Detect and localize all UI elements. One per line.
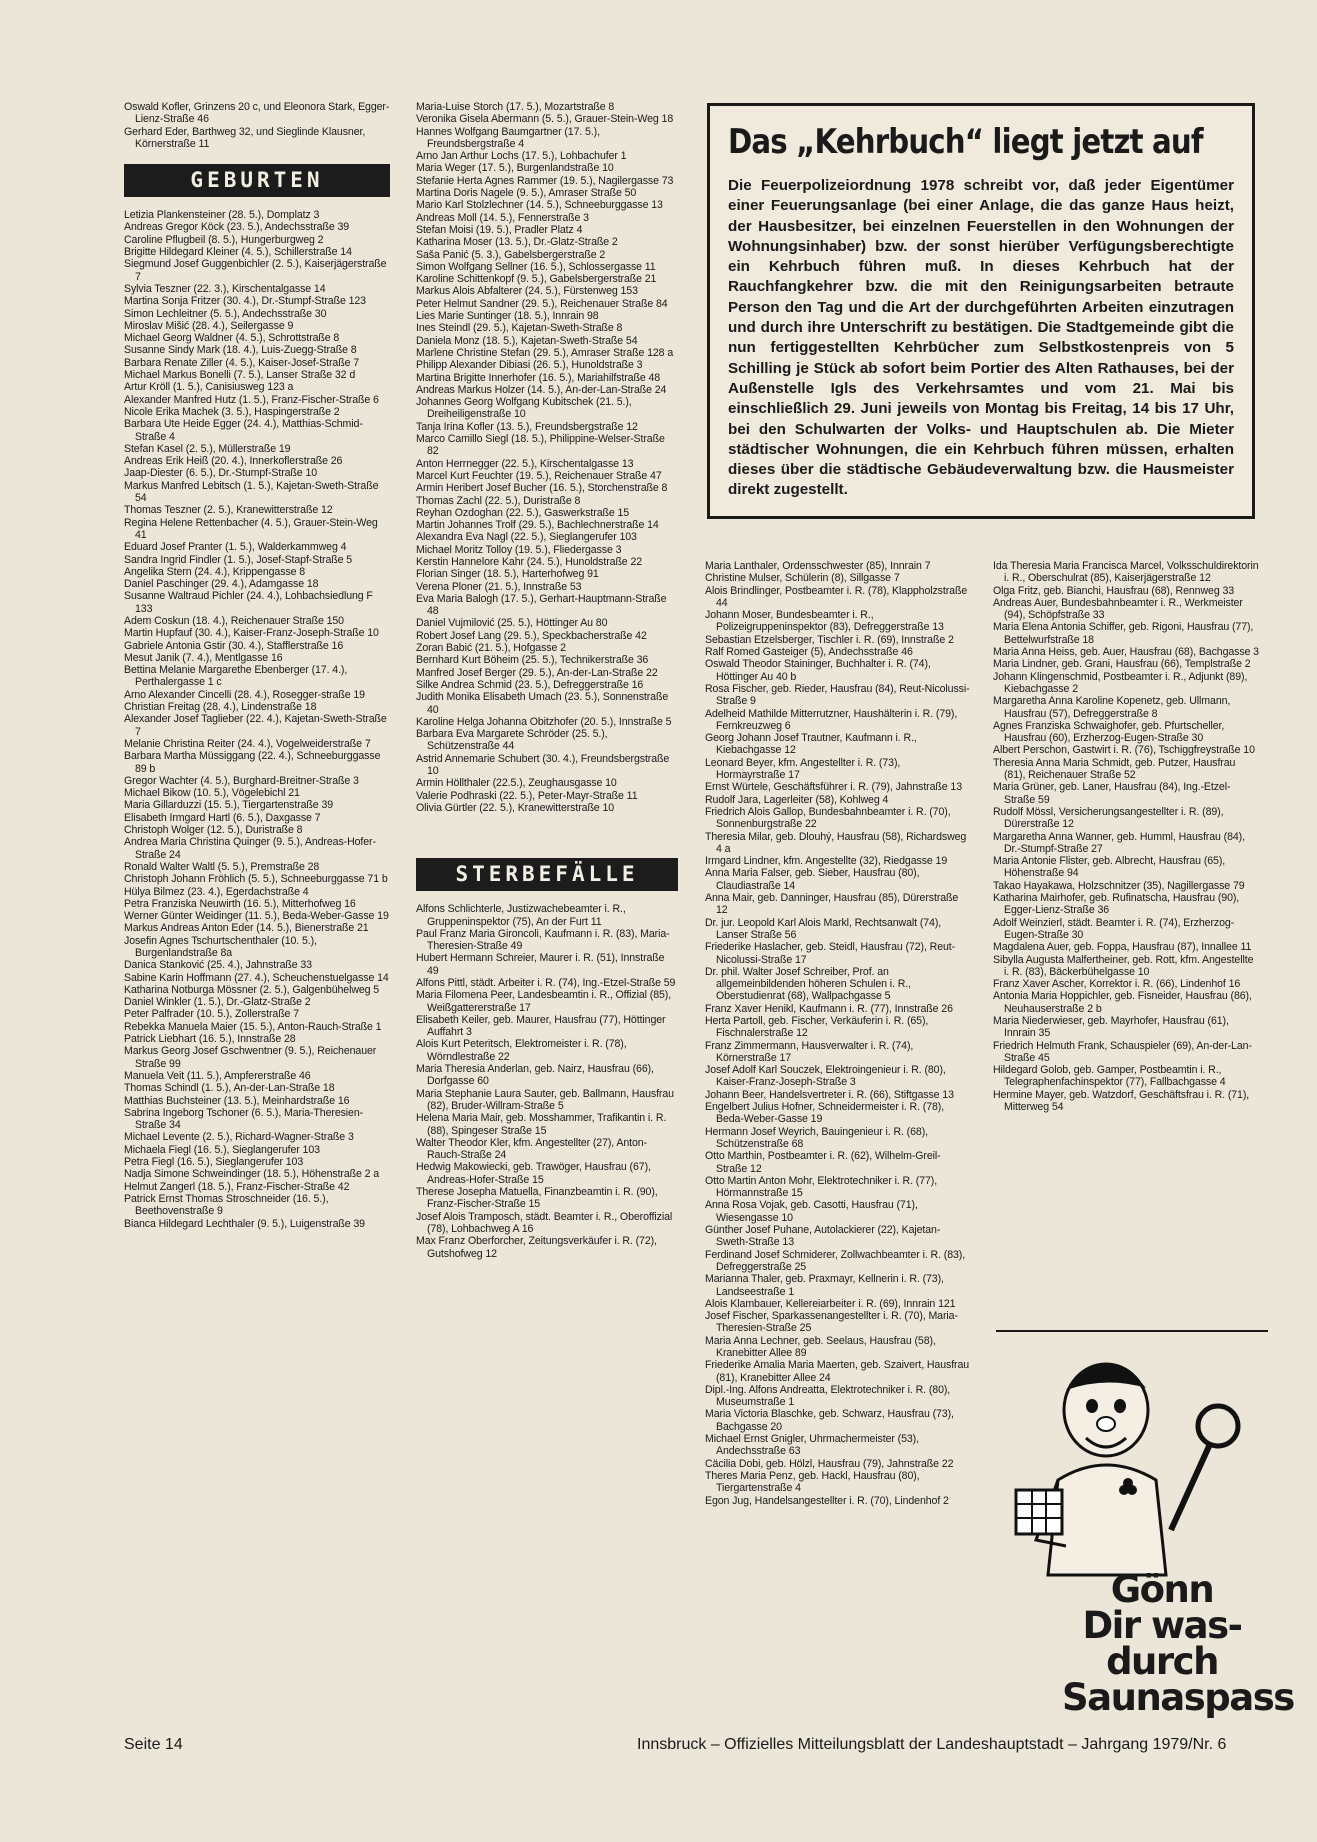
list-entry: Marianna Thaler, geb. Praxmayr, Kellnerin i. R. (73), Landseestraße 1: [705, 1273, 944, 1298]
list-entry: Stefan Moisi (19. 5.), Pradler Platz 4: [416, 223, 583, 236]
list-entry: Markus Alois Abfalterer (24. 5.), Fürstenweg 153: [416, 285, 638, 298]
list-entry: Franz Xaver Ascher, Korrektor i. R. (66), Lindenhof 16: [993, 978, 1241, 991]
list-entry: Maria Elena Antonia Schiffer, geb. Rigoni, Hausfrau (77), Bettelwurfstraße 18: [993, 621, 1254, 646]
list-entry: Friederike Haslacher, geb. Steidl, Hausfrau (72), Reut-Nicolussi-Straße 17: [705, 941, 956, 966]
page-number: Seite 14: [124, 1736, 183, 1753]
list-entry: Armin Heribert Josef Bucher (16. 5.), Storchenstraße 8: [416, 482, 668, 495]
list-entry: Melanie Christina Reiter (24. 4.), Vogelweiderstraße 7: [124, 737, 371, 750]
column-4: [993, 560, 1259, 1113]
list-entry: Alois Klambauer, Kellereiarbeiter i. R. (69), Innrain 121: [705, 1297, 956, 1310]
intro-list: [124, 101, 390, 150]
list-entry: Alexandra Eva Nagl (22. 5.), Sieglangerufer 103: [416, 531, 637, 544]
list-entry: Petra Franziska Neuwirth (16. 5.), Mitterhofweg 16: [124, 897, 356, 910]
list-entry: Katharina Mairhofer, geb. Rufinatscha, Hausfrau (90), Egger-Lienz-Straße 36: [993, 892, 1240, 917]
list-entry: Martin Johannes Trolf (29. 5.), Bachlechnerstraße 14: [416, 519, 659, 532]
list-entry: Oswald Theodor Staininger, Buchhalter i. R. (74), Höttinger Au 40 b: [705, 658, 931, 683]
list-entry: Eva Maria Balogh (17. 5.), Gerhart-Hauptmann-Straße 48: [416, 592, 667, 618]
list-entry: Michaela Fiegl (16. 5.), Sieglangerufer 103: [124, 1143, 320, 1156]
list-entry: Daniela Monz (18. 5.), Kajetan-Sweth-Straße 54: [416, 334, 638, 347]
notice-title: Das „Kehrbuch“ liegt jetzt auf: [728, 122, 1203, 162]
list-entry: Helena Maria Mair, geb. Mosshammer, Trafikantin i. R. (88), Spingeser Straße 15: [416, 1112, 667, 1137]
list-entry: Andreas Gregor Köck (23. 5.), Andechsstraße 39: [124, 221, 350, 234]
list-entry: Olivia Gürtler (22. 5.), Kranewitterstraße 10: [416, 801, 615, 814]
list-entry: Alfons Schlichterle, Justizwachebeamter i. R., Gruppeninspektor (75), An der Furt 11: [416, 903, 626, 928]
list-entry: Anna Rosa Vojak, geb. Casotti, Hausfrau (71), Wiesengasse 10: [705, 1199, 918, 1224]
list-entry: Martina Brigitte Innerhofer (16. 5.), Mariahilfstraße 48: [416, 371, 661, 384]
list-entry: Thomas Teszner (2. 5.), Kranewitterstraße 12: [124, 504, 333, 517]
list-entry: Thomas Zachl (22. 5.), Duristraße 8: [416, 494, 581, 507]
list-entry: Theresia Milar, geb. Dlouhý, Hausfrau (58), Richardsweg 4 a: [705, 830, 967, 855]
list-entry: Josefin Agnes Tschurtschenthaler (10. 5.), Burgenlandstraße 8a: [124, 934, 317, 959]
list-entry: Herta Partoll, geb. Fischer, Verkäuferin i. R. (65), Fischnalerstraße 12: [705, 1014, 929, 1040]
column-2: [416, 101, 678, 1260]
kehrbuch-notice: [707, 103, 1255, 519]
list-entry: Martina Doris Nagele (9. 5.), Amraser Straße 50: [416, 187, 637, 200]
list-entry: Danica Stanković (25. 4.), Jahnstraße 33: [124, 959, 312, 972]
list-entry: Helmut Zangerl (18. 5.), Franz-Fischer-Straße 42: [124, 1180, 350, 1193]
list-entry: Michael Moritz Tolloy (19. 5.), Fliedergasse 3: [416, 543, 622, 556]
list-entry: Elisabeth Keiler, geb. Maurer, Hausfrau (77), Höttinger Auffahrt 3: [416, 1013, 666, 1039]
list-entry: Petra Fiegl (16. 5.), Sieglangerufer 103: [124, 1156, 304, 1169]
list-entry: Theresia Anna Maria Schmidt, geb. Putzer, Hausfrau (81), Reichenauer Straße 52: [993, 756, 1236, 782]
list-entry: Dr. jur. Leopold Karl Alois Markl, Rechtsanwalt (74), Lanser Straße 56: [705, 916, 942, 941]
list-entry: Andrea Maria Christina Quinger (9. 5.), Andreas-Hofer-Straße 24: [124, 836, 376, 861]
list-entry: Therese Josepha Matuella, Finanzbeamtin i. R. (90), Franz-Fischer-Straße 15: [416, 1186, 658, 1211]
ad-divider: [996, 1330, 1268, 1332]
list-entry: Daniel Paschinger (29. 4.), Adamgasse 18: [124, 578, 319, 591]
list-entry: Leonard Beyer, kfm. Angestellter i. R. (73), Hormayrstraße 17: [705, 756, 901, 782]
list-entry: Kerstin Hannelore Kahr (24. 5.), Hunoldstraße 22: [416, 555, 643, 568]
list-entry: Irmgard Lindner, kfm. Angestellte (32), Riedgasse 19: [705, 855, 948, 868]
list-entry: Siegmund Josef Guggenbichler (2. 5.), Kaiserjägerstraße 7: [124, 258, 387, 283]
list-entry: Rudolf Jara, Lagerleiter (58), Kohlweg 4: [705, 793, 889, 806]
list-entry: Florian Singer (18. 5.), Harterhofweg 91: [416, 568, 599, 581]
list-entry: Nadja Simone Schweindinger (18. 5.), Höhenstraße 2 a: [124, 1168, 380, 1181]
list-entry: Sylvia Teszner (22. 3.), Kirschentalgasse 14: [124, 282, 326, 295]
list-entry: Maria Filomena Peer, Landesbeamtin i. R., Offizial (85), Weißgattererstraße 17: [416, 989, 672, 1014]
list-entry: Hildegard Golob, geb. Gamper, Postbeamtin i. R., Telegraphenfachinspektor (77), Fallbachgasse 4: [993, 1064, 1226, 1089]
list-entry: Ernst Würtele, Geschäftsführer i. R. (79), Jahnstraße 13: [705, 781, 962, 794]
list-entry: Friedrich Helmuth Frank, Schauspieler (69), An-der-Lan-Straße 45: [993, 1039, 1252, 1064]
list-entry: Philipp Alexander Dibiasi (26. 5.), Hunoldstraße 3: [416, 359, 643, 372]
list-entry: Artur Kröll (1. 5.), Canisiusweg 123 a: [124, 381, 294, 394]
list-entry: Caroline Pflugbeil (8. 5.), Hungerburgweg 2: [124, 233, 324, 246]
list-entry: Karoline Helga Johanna Obitzhofer (20. 5.), Innstraße 5: [416, 715, 672, 728]
list-entry: Mesut Janik (7. 4.), Mentlgasse 16: [124, 651, 283, 664]
ad-slogan-line-3: durch: [1106, 1640, 1218, 1683]
list-entry: Ralf Romed Gasteiger (5), Andechsstraße 46: [705, 646, 913, 659]
list-entry: Armin Höllthaler (22.5.), Zeughausgasse 10: [416, 777, 617, 790]
list-entry: Maria Niederwieser, geb. Mayrhofer, Hausfrau (61), Innrain 35: [993, 1014, 1229, 1040]
list-entry: Brigitte Hildegard Kleiner (4. 5.), Schillerstraße 14: [124, 246, 352, 259]
ad-slogan-line-4: Saunaspass: [1062, 1676, 1294, 1719]
list-entry: Alfons Pittl, städt. Arbeiter i. R. (74), Ing.-Etzel-Straße 59: [416, 977, 676, 989]
list-entry: Michael Markus Bonelli (7. 5.), Lanser Straße 32 d: [124, 369, 356, 382]
births-heading: GEBURTEN: [124, 164, 390, 197]
list-entry: Gregor Wachter (4. 5.), Burghard-Breitner-Straße 3: [124, 774, 359, 787]
list-entry: Max Franz Oberforcher, Zeitungsverkäufer i. R. (72), Gutshofweg 12: [416, 1235, 657, 1260]
list-entry: Elisabeth Irmgard Hartl (6. 5.), Daxgasse 7: [124, 811, 321, 824]
deaths-list-2: [416, 903, 678, 1260]
list-entry: Gabriele Antonia Gstir (30. 4.), Stafflerstraße 16: [124, 639, 344, 652]
list-entry: Josef Fischer, Sparkassenangestellter i. R. (70), Maria-Theresien-Straße 25: [705, 1310, 958, 1335]
list-entry: Barbara Renate Ziller (4. 5.), Kaiser-Josef-Straße 7: [124, 356, 360, 369]
list-entry: Daniel Vujmilović (25. 5.), Höttinger Au 80: [416, 617, 608, 630]
deaths-list-4: [993, 560, 1259, 1113]
list-entry: Takao Hayakawa, Holzschnitzer (35), Nagillergasse 79: [993, 879, 1245, 892]
list-entry: Theres Maria Penz, geb. Hackl, Hausfrau (80), Tiergartenstraße 4: [705, 1469, 920, 1495]
ad-slogan-line-2: Dir was-: [1082, 1604, 1242, 1647]
list-entry: Hannes Wolfgang Baumgartner (17. 5.), Freundsbergstraße 4: [416, 125, 600, 150]
list-entry: Friedrich Alois Gallop, Bundesbahnbeamter i. R. (70), Sonnenburgstraße 22: [705, 805, 951, 831]
list-entry: Susanne Sindy Mark (18. 4.), Luis-Zuegg-Straße 8: [124, 344, 357, 357]
list-entry: Agnes Franziska Schwaighofer, geb. Pfurtscheller, Hausfrau (60), Erzherzog-Eugen-Straße 30: [993, 719, 1225, 745]
list-entry: Anna Maria Falser, geb. Sieber, Hausfrau (80), Claudiastraße 14: [705, 867, 920, 892]
list-entry: Margaretha Anna Wanner, geb. Humml, Hausfrau (84), Dr.-Stumpf-Straße 27: [993, 830, 1245, 855]
list-entry: Josef Adolf Karl Souczek, Elektroingenieur i. R. (80), Kaiser-Franz-Joseph-Straße 3: [705, 1064, 946, 1089]
list-entry: Markus Andreas Anton Eder (14. 5.), Bienerstraße 21: [124, 922, 369, 935]
list-entry: Rebekka Manuela Maier (15. 5.), Anton-Rauch-Straße 1: [124, 1020, 382, 1033]
list-entry: Patrick Ernst Thomas Stroschneider (16. 5.), Beethovenstraße 9: [124, 1192, 329, 1218]
list-entry: Andreas Markus Holzer (14. 5.), An-der-Lan-Straße 24: [416, 383, 667, 396]
list-entry: Lies Marie Suntinger (18. 5.), Innrain 98: [416, 310, 599, 323]
list-entry: Andreas Erik Heiß (20. 4.), Innerkoflerstraße 26: [124, 455, 343, 468]
list-entry: Paul Franz Maria Gironcoli, Kaufmann i. R. (83), Maria-Theresien-Straße 49: [416, 927, 670, 953]
list-entry: Egon Jug, Handelsangestellter i. R. (70), Lindenhof 2: [705, 1494, 949, 1507]
list-entry: Rosa Fischer, geb. Rieder, Hausfrau (84), Reut-Nicolussi-Straße 9: [705, 682, 970, 708]
publication-line: Innsbruck – Offizielles Mitteilungsblatt der Landeshauptstadt – Jahrgang 1979/Nr. 6: [637, 1736, 1227, 1753]
list-entry: Maria Anna Lechner, geb. Seelaus, Hausfrau (58), Kranebitter Allee 89: [705, 1334, 936, 1359]
list-entry: Marco Camillo Siegl (18. 5.), Philippine-Welser-Straße 82: [416, 433, 665, 458]
list-entry: Susanne Waltraud Pichler (24. 4.), Lohbachsiedlung F 133: [124, 590, 373, 615]
list-entry: Cäcilia Dobi, geb. Hölzl, Hausfrau (79), Jahnstraße 22: [705, 1457, 954, 1470]
list-entry: Matthias Buchsteiner (13. 5.), Meinhardstraße 16: [124, 1094, 350, 1107]
list-entry: Marlene Christine Stefan (29. 5.), Amraser Straße 128 a: [416, 346, 674, 359]
list-entry: Katharina Moser (13. 5.), Dr.-Glatz-Straße 2: [416, 236, 618, 249]
list-entry: Walter Theodor Kler, kfm. Angestellter (27), Anton-Rauch-Straße 24: [416, 1136, 648, 1162]
list-entry: Engelbert Julius Hofner, Schneidermeister i. R. (78), Beda-Weber-Gasse 19: [705, 1101, 945, 1126]
list-entry: Antonia Maria Hoppichler, geb. Fisneider, Hausfrau (86), Neuhauserstraße 2 b: [993, 990, 1252, 1015]
list-entry: Astrid Annemarie Schubert (30. 4.), Freundsbergstraße 10: [416, 752, 670, 778]
list-entry: Ferdinand Josef Schmiderer, Zollwachbeamter i. R. (83), Defreggerstraße 25: [705, 1248, 966, 1273]
list-entry: Michael Levente (2. 5.), Richard-Wagner-Straße 3: [124, 1131, 354, 1144]
list-entry: Daniel Winkler (1. 5.), Dr.-Glatz-Straße 2: [124, 996, 311, 1009]
list-entry: Werner Günter Weidinger (11. 5.), Beda-Weber-Gasse 19: [124, 910, 389, 923]
list-entry: Otto Marthin, Postbeamter i. R. (62), Wilhelm-Greil-Straße 12: [705, 1150, 941, 1175]
list-entry: Adem Coskun (18. 4.), Reichenauer Straße 150: [124, 614, 344, 627]
list-entry: Franz Zimmermann, Hausverwalter i. R. (74), Körnerstraße 17: [705, 1039, 914, 1064]
list-entry: Hedwig Makowiecki, geb. Trawöger, Hausfrau (67), Andreas-Hofer-Straße 15: [416, 1161, 651, 1186]
list-entry: Michael Georg Waldner (4. 5.), Schrottstraße 8: [124, 332, 340, 345]
list-entry: Silke Andrea Schmid (23. 5.), Defreggerstraße 16: [416, 678, 644, 691]
list-entry: Stefanie Herta Agnes Rammer (19. 5.), Nagilergasse 73: [416, 174, 674, 187]
list-entry: Maria Weger (17. 5.), Burgenlandstraße 10: [416, 162, 614, 175]
births-list-2: [416, 101, 678, 814]
list-entry: Maria Stephanie Laura Sauter, geb. Ballmann, Hausfrau (82), Bruder-Willram-Straße 5: [416, 1087, 674, 1112]
list-entry: Maria Gillarduzzi (15. 5.), Tiergartenstraße 39: [124, 799, 334, 812]
list-entry: Sandra Ingrid Findler (1. 5.), Josef-Stapf-Straße 5: [124, 553, 353, 566]
list-entry: Ida Theresia Maria Francisca Marcel, Volksschuldirektorin i. R., Oberschulrat (85), Kaiserjägerstraße 12: [993, 560, 1259, 585]
list-entry: Zoran Babić (21. 5.), Hofgasse 2: [416, 642, 566, 655]
list-entry: Martin Hupfauf (30. 4.), Kaiser-Franz-Joseph-Straße 10: [124, 627, 379, 640]
column-1: [124, 101, 390, 1230]
list-entry: Arno Jan Arthur Lochs (17. 5.), Lohbachufer 1: [416, 150, 627, 163]
list-entry: Peter Helmut Sandner (29. 5.), Reichenauer Straße 84: [416, 297, 668, 310]
list-entry: Karoline Schittenkopf (9. 5.), Gabelsbergerstraße 21: [416, 273, 657, 286]
list-entry: Sabine Karin Hoffmann (27. 4.), Scheuchenstuelgasse 14: [124, 971, 389, 984]
list-entry: Barbara Martha Müssiggang (22. 4.), Schneeburggasse 89 b: [124, 750, 381, 775]
list-entry: Nicole Erika Machek (3. 5.), Haspingerstraße 2: [124, 405, 340, 418]
list-entry: Otto Martin Anton Mohr, Elektrotechniker i. R. (77), Hörmannstraße 15: [705, 1174, 938, 1200]
list-entry: Maria Grüner, geb. Laner, Hausfrau (84), Ing.-Etzel-Straße 59: [993, 781, 1231, 806]
list-entry: Bernhard Kurt Böheim (25. 5.), Technikerstraße 36: [416, 654, 649, 667]
list-entry: Maria Lanthaler, Ordensschwester (85), Innrain 7: [705, 560, 931, 572]
list-entry: Dipl.-Ing. Alfons Andreatta, Elektrotechniker i. R. (80), Museumstraße 1: [705, 1383, 951, 1409]
list-entry: Maria Victoria Blaschke, geb. Schwarz, Hausfrau (73), Bachgasse 20: [705, 1408, 954, 1433]
list-entry: Manuela Veit (11. 5.), Ampfererstraße 46: [124, 1069, 311, 1082]
list-entry: Tanja Irina Kofler (13. 5.), Freundsbergstraße 12: [416, 420, 638, 433]
ad-slogan-line-1: Gönn: [1110, 1568, 1214, 1611]
list-entry: Johann Beer, Handelsvertreter i. R. (66), Stiftgasse 13: [705, 1088, 954, 1101]
list-entry: Adolf Weinzierl, städt. Beamter i. R. (74), Erzherzog-Eugen-Straße 30: [993, 916, 1235, 941]
list-entry: Rudolf Mössl, Versicherungsangestellter i. R. (89), Dürerstraße 12: [993, 805, 1224, 831]
list-entry: Hubert Hermann Schreier, Maurer i. R. (51), Innstraße 49: [416, 952, 665, 977]
list-entry: Regina Helene Rettenbacher (4. 5.), Grauer-Stein-Weg 41: [124, 516, 378, 541]
list-entry: Simon Wolfgang Sellner (16. 5.), Schlossergasse 11: [416, 260, 656, 273]
deaths-list-3: [705, 560, 970, 1507]
list-entry: Hülya Bilmez (23. 4.), Egerdachstraße 4: [124, 885, 309, 898]
list-entry: Günther Josef Puhane, Autolackierer (22), Kajetan-Sweth-Straße 13: [705, 1224, 941, 1249]
list-entry: Barbara Eva Margarete Schröder (25. 5.), Schützenstraße 44: [416, 728, 608, 753]
list-entry: Stefan Kasel (2. 5.), Müllerstraße 19: [124, 442, 291, 455]
list-entry: Reyhan Ozdoghan (22. 5.), Gaswerkstraße 15: [416, 506, 630, 519]
list-entry: Marcel Kurt Feuchter (19. 5.), Reichenauer Straße 47: [416, 469, 662, 482]
list-entry: Bianca Hildegard Lechthaler (9. 5.), Luigenstraße 39: [124, 1217, 365, 1230]
list-entry: Alois Kurt Peteritsch, Elektromeister i. R. (78), Wörndlestraße 22: [416, 1038, 627, 1063]
list-entry: Thomas Schindl (1. 5.), An-der-Lan-Straße 18: [124, 1082, 335, 1095]
ad-slogan: [1062, 1568, 1294, 1719]
sauna-mascot-icon: [996, 1340, 1268, 1580]
list-entry: Jaap-Diester (6. 5.), Dr.-Stumpf-Straße 10: [124, 467, 318, 480]
list-entry: Michael Bikow (10. 5.), Vögelebichl 21: [124, 787, 300, 800]
list-entry: Alois Brindlinger, Postbeamter i. R. (78), Klappholzstraße 44: [705, 584, 968, 609]
list-entry: Markus Georg Josef Gschwentner (9. 5.), Reichenauer Straße 99: [124, 1045, 377, 1070]
list-entry: Georg Johann Josef Trautner, Kaufmann i. R., Kiebachgasse 12: [705, 732, 917, 757]
list-entry: Arno Alexander Cincelli (28. 4.), Rosegger-straße 19: [124, 688, 365, 701]
list-entry: Hermine Mayer, geb. Watzdorf, Geschäftsfrau i. R. (71), Mitterweg 54: [993, 1088, 1250, 1114]
list-entry: Mario Karl Stolzlechner (14. 5.), Schneeburggasse 13: [416, 199, 663, 212]
list-entry: Eduard Josef Pranter (1. 5.), Walderkammweg 4: [124, 541, 347, 554]
list-entry: Patrick Liebhart (16. 5.), Innstraße 28: [124, 1033, 296, 1046]
list-entry: Gerhard Eder, Barthweg 32, und Sieglinde Klausner, Körnerstraße 11: [124, 125, 366, 150]
list-entry: Bettina Melanie Margarethe Ebenberger (17. 4.), Perthalergasse 1 c: [124, 664, 348, 689]
list-entry: Judith Monika Elisabeth Umach (23. 5.), Sonnenstraße 40: [416, 691, 669, 716]
list-entry: Maria Antonie Flister, geb. Albrecht, Hausfrau (65), Höhenstraße 94: [993, 855, 1226, 880]
list-entry: Anton Herrnegger (22. 5.), Kirschentalgasse 13: [416, 457, 634, 470]
notice-body: Die Feuerpolizeiordnung 1978 schreibt vor, daß jeder Eigentümer einer Feuerungsanlage (bei einer Anlage, die das ganze Haus heizt, der Hausbesitzer, bei einzelnen Feuerstellen in den Wohnungen der Wohnungsinhaber) bzw. der sonst hierüber Verfügungsberechtigte ein Kehrbuch führen muß. In dieses Kehrbuch hat der Rauchfangkehrer bzw. die mit den Reinigungsarbeiten betraute Person den Tag und die Art der durchgeführten Arbeiten einzutragen und durch ihre Unterschrift zu bestätigen. Die Stadtgemeinde gibt die nun fertiggestellten Kehrbücher zum Selbstkostenpreis von 5 Schilling je Stück ab sofort beim Portier des Alten Rathauses, bei der Außenstelle Igls des Verkehrsamtes und vom 21. Mai bis einschließlich 29. Juni jeweils von Montag bis Freitag, 14 bis 17 Uhr, bei den Schulwarten der Volks- und Hauptschulen ab. Die Mieter städtischer Wohnungen, die ein Kehrbuch führen müssen, erhalten dieses über die städtische Gebäudeverwaltung bzw. die Hausmeister direkt zugestellt.: [728, 177, 1234, 499]
list-entry: Dr. phil. Walter Josef Schreiber, Prof. an allgemeinbildenden höheren Schulen i. R., Oberstudienrat (68), Wallpachgasse 5: [705, 965, 911, 1003]
list-entry: Michael Ernst Gnigler, Uhrmachermeister (53), Andechsstraße 63: [705, 1433, 919, 1458]
list-entry: Magdalena Auer, geb. Foppa, Hausfrau (87), Innallee 11: [993, 941, 1252, 954]
list-entry: Maria Lindner, geb. Grani, Hausfrau (66), Templstraße 2: [993, 658, 1251, 671]
list-entry: Johann Klingenschmid, Postbeamter i. R., Adjunkt (89), Kiebachgasse 2: [993, 670, 1248, 695]
list-entry: Valerie Podhraski (22. 5.), Peter-Mayr-Straße 11: [416, 789, 638, 802]
list-entry: Simon Lechleitner (5. 5.), Andechsstraße 30: [124, 307, 327, 320]
list-entry: Johannes Georg Wolfgang Kubitschek (21. 5.), Dreiheiligenstraße 10: [416, 396, 632, 421]
list-entry: Sibylla Augusta Malfertheiner, geb. Rott, kfm. Angestellte i. R. (83), Bäckerbühelgasse 10: [993, 953, 1254, 978]
list-entry: Angelika Stern (24. 4.), Krippengasse 8: [124, 565, 306, 578]
list-entry: Christoph Wolger (12. 5.), Duristraße 8: [124, 824, 303, 837]
list-entry: Ines Steindl (29. 5.), Kajetan-Sweth-Straße 8: [416, 322, 623, 335]
list-entry: Andreas Moll (14. 5.), Fennerstraße 3: [416, 211, 589, 224]
list-entry: Maria Theresia Anderlan, geb. Nairz, Hausfrau (66), Dorfgasse 60: [416, 1063, 654, 1088]
list-entry: Sabrina Ingeborg Tschoner (6. 5.), Maria-Theresien-Straße 34: [124, 1106, 364, 1132]
list-entry: Maria-Luise Storch (17. 5.), Mozartstraße 8: [416, 101, 615, 113]
list-entry: Saša Panić (5. 3.), Gabelsbergerstraße 2: [416, 248, 606, 261]
list-entry: Johann Moser, Bundesbeamter i. R., Polizeigruppeninspektor (83), Defreggerstraße 13: [705, 609, 944, 634]
list-entry: Josef Alois Tramposch, städt. Beamter i. R., Oberoffizial (78), Lohbachweg A 16: [416, 1210, 673, 1235]
list-entry: Veronika Gisela Abermann (5. 5.), Grauer-Stein-Weg 18: [416, 113, 674, 126]
list-entry: Franz Xaver Henikl, Kaufmann i. R. (77), Innstraße 26: [705, 1002, 953, 1015]
list-entry: Adelheid Mathilde Mitterrutzner, Haushälterin i. R. (79), Fernkreuzweg 6: [705, 707, 958, 732]
list-entry: Christine Mulser, Schülerin (8), Sillgasse 7: [705, 572, 900, 585]
list-entry: Hermann Josef Weyrich, Bauingenieur i. R. (68), Schützenstraße 68: [705, 1125, 928, 1150]
list-entry: Olga Fritz, geb. Bianchi, Hausfrau (68), Rennweg 33: [993, 584, 1235, 597]
list-entry: Alexander Manfred Hutz (1. 5.), Franz-Fischer-Straße 6: [124, 393, 379, 406]
list-entry: Oswald Kofler, Grinzens 20 c, und Eleonora Stark, Egger-Lienz-Straße 46: [124, 101, 390, 126]
list-entry: Albert Perschon, Gastwirt i. R. (76), Tschiggfreystraße 10: [993, 744, 1255, 757]
list-entry: Barbara Ute Heide Egger (24. 4.), Matthias-Schmid-Straße 4: [124, 418, 363, 443]
list-entry: Anna Mair, geb. Danninger, Hausfrau (85), Dürerstraße 12: [705, 892, 959, 917]
list-entry: Christoph Johann Fröhlich (5. 5.), Schneeburggasse 71 b: [124, 873, 388, 886]
list-entry: Peter Palfrader (10. 5.), Zollerstraße 7: [124, 1008, 299, 1021]
list-entry: Miroslav Mišić (28. 4.), Seilergasse 9: [124, 319, 294, 332]
list-entry: Martina Sonja Fritzer (30. 4.), Dr.-Stumpf-Straße 123: [124, 295, 366, 308]
births-list-1: [124, 209, 390, 1230]
list-entry: Friederike Amalia Maria Maerten, geb. Szaivert, Hausfrau (81), Kranebitter Allee 24: [705, 1359, 970, 1384]
list-entry: Christian Freitag (28. 4.), Lindenstraße 18: [124, 701, 317, 714]
list-entry: Alexander Josef Taglieber (22. 4.), Kajetan-Sweth-Straße 7: [124, 713, 387, 738]
list-entry: Andreas Auer, Bundesbahnbeamter i. R., Werkmeister (94), Schöpfstraße 33: [993, 596, 1243, 622]
list-entry: Robert Josef Lang (29. 5.), Speckbacherstraße 42: [416, 629, 647, 642]
column-3: [705, 560, 970, 1507]
deaths-heading: STERBEFÄLLE: [416, 858, 678, 891]
list-entry: Sebastian Etzelsberger, Tischler i. R. (69), Innstraße 2: [705, 633, 954, 646]
list-entry: Ronald Walter Waltl (5. 5.), Premstraße 28: [124, 860, 320, 873]
list-entry: Markus Manfred Lebitsch (1. 5.), Kajetan-Sweth-Straße 54: [124, 479, 379, 505]
list-entry: Verena Ploner (21. 5.), Innstraße 53: [416, 580, 582, 593]
list-entry: Katharina Notburga Mössner (2. 5.), Galgenbühelweg 5: [124, 983, 380, 996]
list-entry: Manfred Josef Berger (29. 5.), An-der-Lan-Straße 22: [416, 666, 658, 679]
list-entry: Maria Anna Heiss, geb. Auer, Hausfrau (68), Bachgasse 3: [993, 646, 1259, 659]
list-entry: Margaretha Anna Karoline Kopenetz, geb. Ullmann, Hausfrau (57), Defreggerstraße 8: [993, 695, 1231, 720]
list-entry: Letizia Plankensteiner (28. 5.), Domplatz 3: [124, 209, 320, 222]
